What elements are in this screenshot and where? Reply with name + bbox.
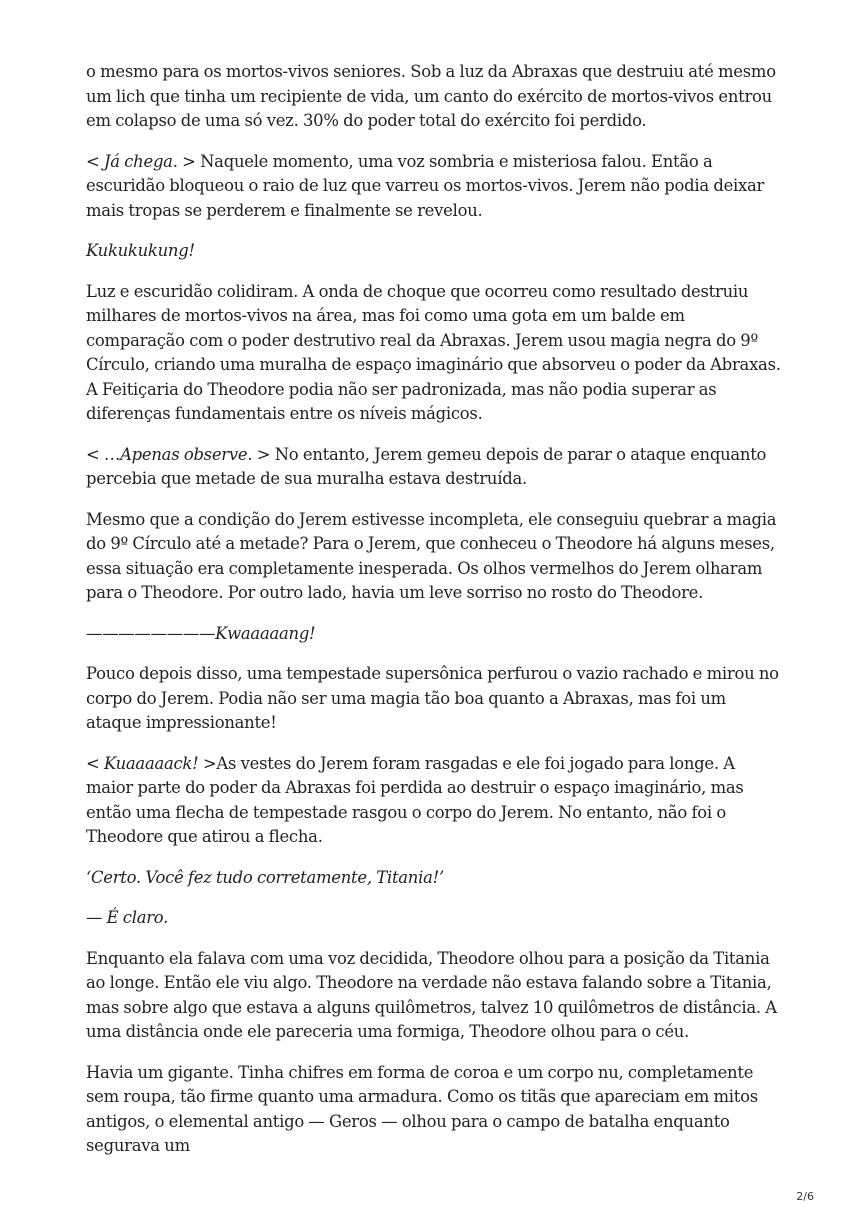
paragraph: [86, 150, 784, 224]
paragraph: Pouco depois disso, uma tempestade supersônica perfurou o vazio rachado e mirou no corpo do Jerem. Podia não ser uma magia tão boa quanto a Abraxas, mas foi um ataque impressionante!: [86, 664, 779, 732]
paragraph: [86, 239, 784, 264]
paragraph: [86, 443, 784, 492]
paragraph-prefix: <: [86, 444, 104, 464]
paragraph-text: >As vestes do Jerem foram rasgadas e ele foi jogado para longe. A maior parte do poder da Abraxas foi perdida ao destruir o espaço imaginário, mas então uma flecha de tempestade rasgou o corpo do Jerem. No entanto, não foi o Theodore que atirou a flecha.: [86, 753, 744, 846]
dash-line: ————————: [86, 623, 216, 643]
document-body: [86, 60, 784, 1175]
paragraph: Havia um gigante. Tinha chifres em forma de coroa e um corpo nu, completamente sem roupa, tão firme quanto uma armadura. Como os titãs que apareciam em mitos antigos, o elemental antigo — Geros — olhou para o campo de batalha enquanto segurava um: [86, 1062, 758, 1155]
italic-speech: …Apenas observe: [103, 444, 248, 464]
italic-dialogue: — É claro.: [86, 908, 169, 927]
paragraph: [86, 866, 784, 891]
paragraph: Mesmo que a condição do Jerem estivesse incompleta, ele conseguiu quebrar a magia do 9º Círculo até a metade? Para o Jerem, que conheceu o Theodore há alguns meses, essa situação era completamente inesperada. Os olhos vermelhos do Jerem olharam para o Theodore. Por outro lado, havia um leve sorriso no rosto do Theodore.: [86, 509, 777, 602]
paragraph-prefix: <: [86, 753, 104, 773]
paragraph-prefix: <: [86, 151, 104, 171]
paragraph: Luz e escuridão colidiram. A onda de choque que ocorreu como resultado destruiu milhares de mortos-vivos na área, mas foi como uma gota em um balde em comparação com o poder destrutivo real da Abraxas. Jerem usou magia negra do 9º Círculo, criando uma muralha de espaço imaginário que absorveu o poder da Abraxas. A Feitiçaria do Theodore podia não ser padronizada, mas não podia superar as diferenças fundamentais entre os níveis mágicos.: [86, 281, 781, 423]
paragraph: [86, 906, 784, 931]
italic-sound-effect: Kuaaaaack!: [103, 753, 199, 773]
italic-sound-effect: Kwaaaaang!: [215, 623, 316, 643]
paragraph: o mesmo para os mortos-vivos seniores. Sob a luz da Abraxas que destruiu até mesmo um lich que tinha um recipiente de vida, um canto do exército de mortos-vivos entrou em colapso de uma só vez. 30% do poder total do exército foi perdido.: [86, 62, 776, 130]
paragraph: [86, 752, 784, 850]
paragraph-text: . > Naquele momento, uma voz sombria e misteriosa falou. Então a escuridão bloqueou o raio de luz que varreu os mortos-vivos. Jerem não podia deixar mais tropas se perderem e finalmente se revelou.: [86, 151, 765, 220]
paragraph-text: . > No entanto, Jerem gemeu depois de parar o ataque enquanto percebia que metade de sua muralha estava destruída.: [86, 444, 767, 488]
page-number: 2/6: [796, 1190, 814, 1203]
italic-speech: Já chega: [103, 151, 173, 171]
paragraph: Enquanto ela falava com uma voz decidida, Theodore olhou para a posição da Titania ao longe. Então ele viu algo. Theodore na verdade não estava falando sobre a Titania, mas sobre algo que estava a alguns quilômetros, talvez 10 quilômetros de distância. A uma distância onde ele pareceria uma formiga, Theodore olhou para o céu.: [86, 948, 777, 1041]
italic-sound-effect: Kukukukung!: [86, 241, 195, 260]
paragraph: [86, 622, 784, 647]
italic-thought: ‘Certo. Você fez tudo corretamente, Titania!’: [86, 867, 444, 887]
